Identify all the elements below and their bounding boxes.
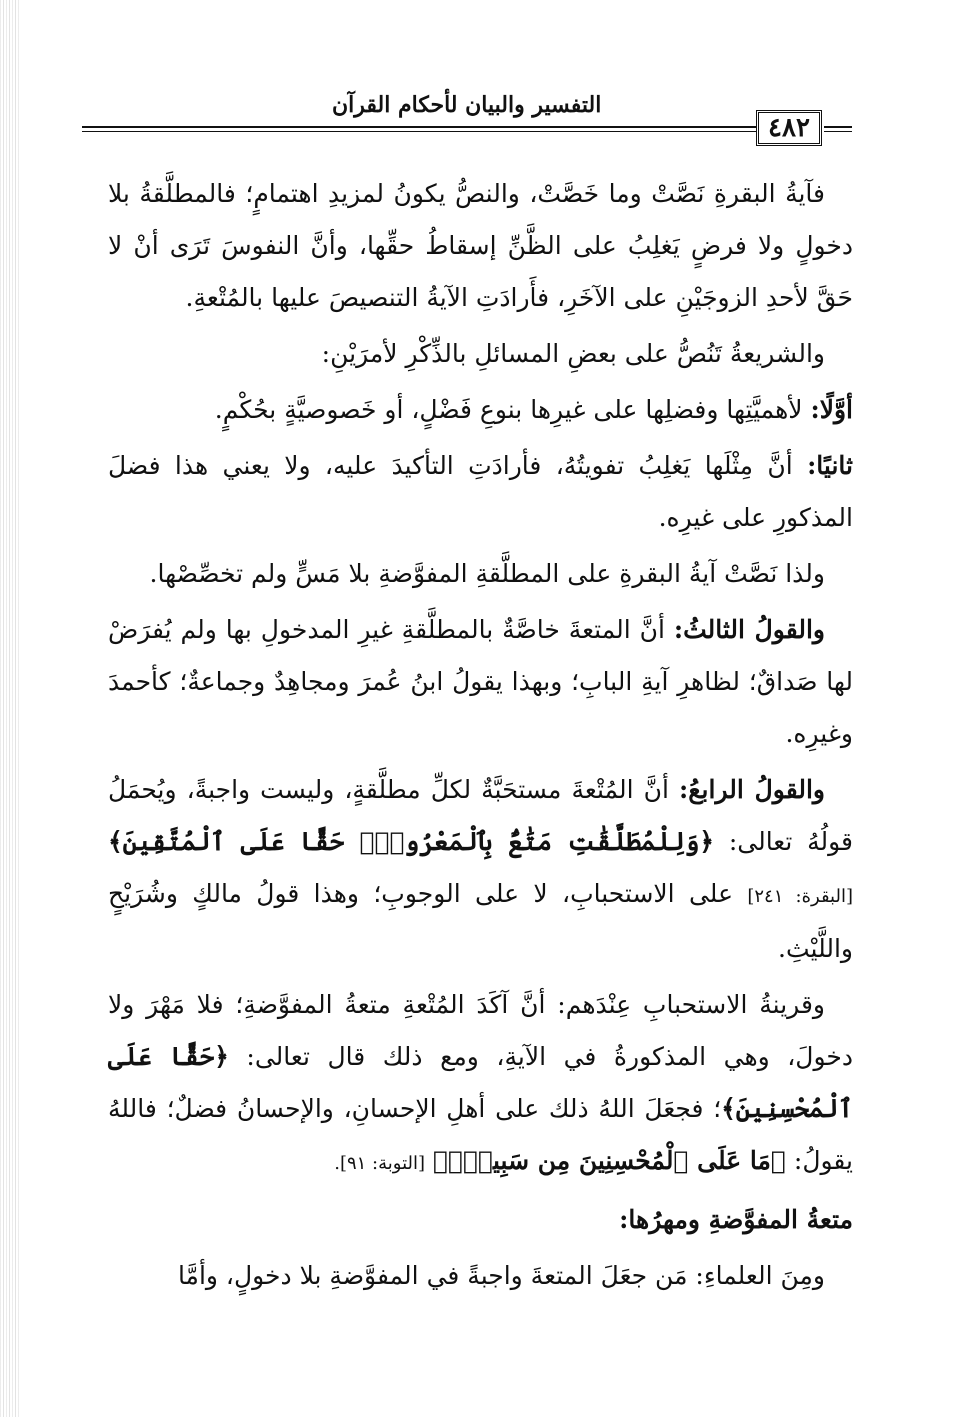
quran-verse: ﴿حَقًّا عَلَى ٱلْمُحْسِنِينَ﴾ xyxy=(108,1042,853,1123)
paragraph-lead: ثانيًا: xyxy=(807,451,853,480)
page-body xyxy=(108,168,853,1306)
header-rule-thin xyxy=(82,131,756,132)
paragraph-text: فآيةُ البقرةِ نَصَّتْ وما خَصَّتْ، والنصُّ يكونُ لمزيدِ اهتمامٍ؛ فالمطلَّقةُ بلا دخولٍ ولا فرضٍ يَغلِبُ على الظَّنِّ إسقاطُ حقِّها، وأنَّ النفوسَ تَرَى أنْ لا حَقَّ لأحدِ الزوجَيْنِ على الآخَرِ، فأَرادَتِ الآيةُ التنصيصَ عليها بالمُتْعةِ. xyxy=(108,179,853,312)
header-rule xyxy=(82,126,756,128)
book-spine-edge xyxy=(0,0,20,1417)
paragraph-text: لأهميَّتِها وفضلِها على غيرِها بنوعِ فَضْلٍ، أو خَصوصيَّةٍ بحُكْمٍ. xyxy=(214,395,803,424)
running-title: التفسير والبيان لأحكام القرآن xyxy=(332,92,602,118)
page-number-box xyxy=(756,110,822,146)
quran-verse: ﴿وَلِلْمُطَلَّقَٰتِ مَتَٰعٌۢ بِٱلْمَعْرُوفِۖ حَقًّا عَلَى ٱلْمُتَّقِينَ﴾ xyxy=(108,827,715,856)
paragraph-text: ومِنَ العلماءِ: مَن جعَلَ المتعةَ واجبةً في المفوَّضةِ بلا دخولٍ، وأمَّا xyxy=(177,1261,825,1290)
paragraph-lead: والقولُ الرابعُ: xyxy=(679,775,825,804)
paragraph-4 xyxy=(108,440,853,544)
paragraph-1 xyxy=(108,168,853,324)
paragraph-text: ولذا نَصَّتْ آيةُ البقرةِ على المطلَّقةِ المفوَّضةِ بلا مَسٍّ ولم تخصِّصْها. xyxy=(149,559,825,588)
paragraph-lead: أوَّلًا: xyxy=(810,395,853,424)
header-rule-right xyxy=(824,126,852,128)
paragraph-8 xyxy=(108,979,853,1190)
paragraph-lead: والقولُ الثالثُ: xyxy=(673,615,826,644)
paragraph-5 xyxy=(108,548,853,600)
paragraph-text: وقرينةُ الاستحبابِ عِنْدَهم: أنَّ آكَدَ المُتْعةِ متعةُ المفوَّضةِ؛ فلا مَهْرَ ولا دخولَ، وهي المذكورةُ في الآيةِ، ومع ذلك قال تعالى: xyxy=(108,990,853,1071)
paragraph-text-continued: ؛ فجعَلَ اللهُ ذلك على أهلِ الإحسانِ، والإحسانُ فضلٌ؛ فاللهُ يقولُ: xyxy=(108,1094,853,1175)
paragraph-text-continued: على الاستحبابِ، لا على الوجوبِ؛ وهذا قولُ مالكٍ وشُرَيْحٍ واللَّيْثِ. xyxy=(108,879,853,963)
verse-reference: [التوبة: ٩١]. xyxy=(334,1153,426,1174)
paragraph-text: أنَّ مِثْلَها يَغلِبُ تفويتُهُ، فأرادَتِ التأكيدَ عليه، ولا يعني هذا فضلَ المذكورِ على غيرِه. xyxy=(108,451,853,532)
paragraph-10 xyxy=(108,1250,853,1302)
paragraph-text: والشريعةُ تَنُصُّ على بعضِ المسائلِ بالذِّكْرِ لأمرَيْنِ: xyxy=(321,339,825,368)
quran-verse-2: ﴿مَا عَلَى ٱلْمُحْسِنِينَ مِن سَبِيلٍۚ﴾ xyxy=(432,1146,786,1175)
paragraph-6 xyxy=(108,604,853,760)
paragraph-3 xyxy=(108,384,853,436)
page-number: ٤٨٢ xyxy=(768,113,810,143)
paragraph-7 xyxy=(108,764,853,975)
verse-reference: [البقرة: ٢٤١] xyxy=(747,886,854,907)
paragraph-text: أنَّ المتعةَ خاصَّةٌ بالمطلَّقةِ غيرِ المدخولِ بها ولم يُفرَضْ لها صَداقٌ؛ لظاهرِ آيةِ البابِ؛ وبهذا يقولُ ابنُ عُمرَ ومجاهِدٌ وجماعةٌ؛ كأحمدَ وغيرِه. xyxy=(108,615,853,748)
section-heading: متعةُ المفوَّضةِ ومهرُها: xyxy=(619,1205,853,1234)
paragraph-text: أنَّ المُتْعةَ مستحَبَّةٌ لكلِّ مطلَّقةٍ، وليست واجبةً، ويُحمَلُ قولُهُ تعالى: xyxy=(108,775,853,856)
paragraph-2 xyxy=(108,328,853,380)
page-header xyxy=(82,92,852,148)
header-rule-right-thin xyxy=(824,131,852,132)
